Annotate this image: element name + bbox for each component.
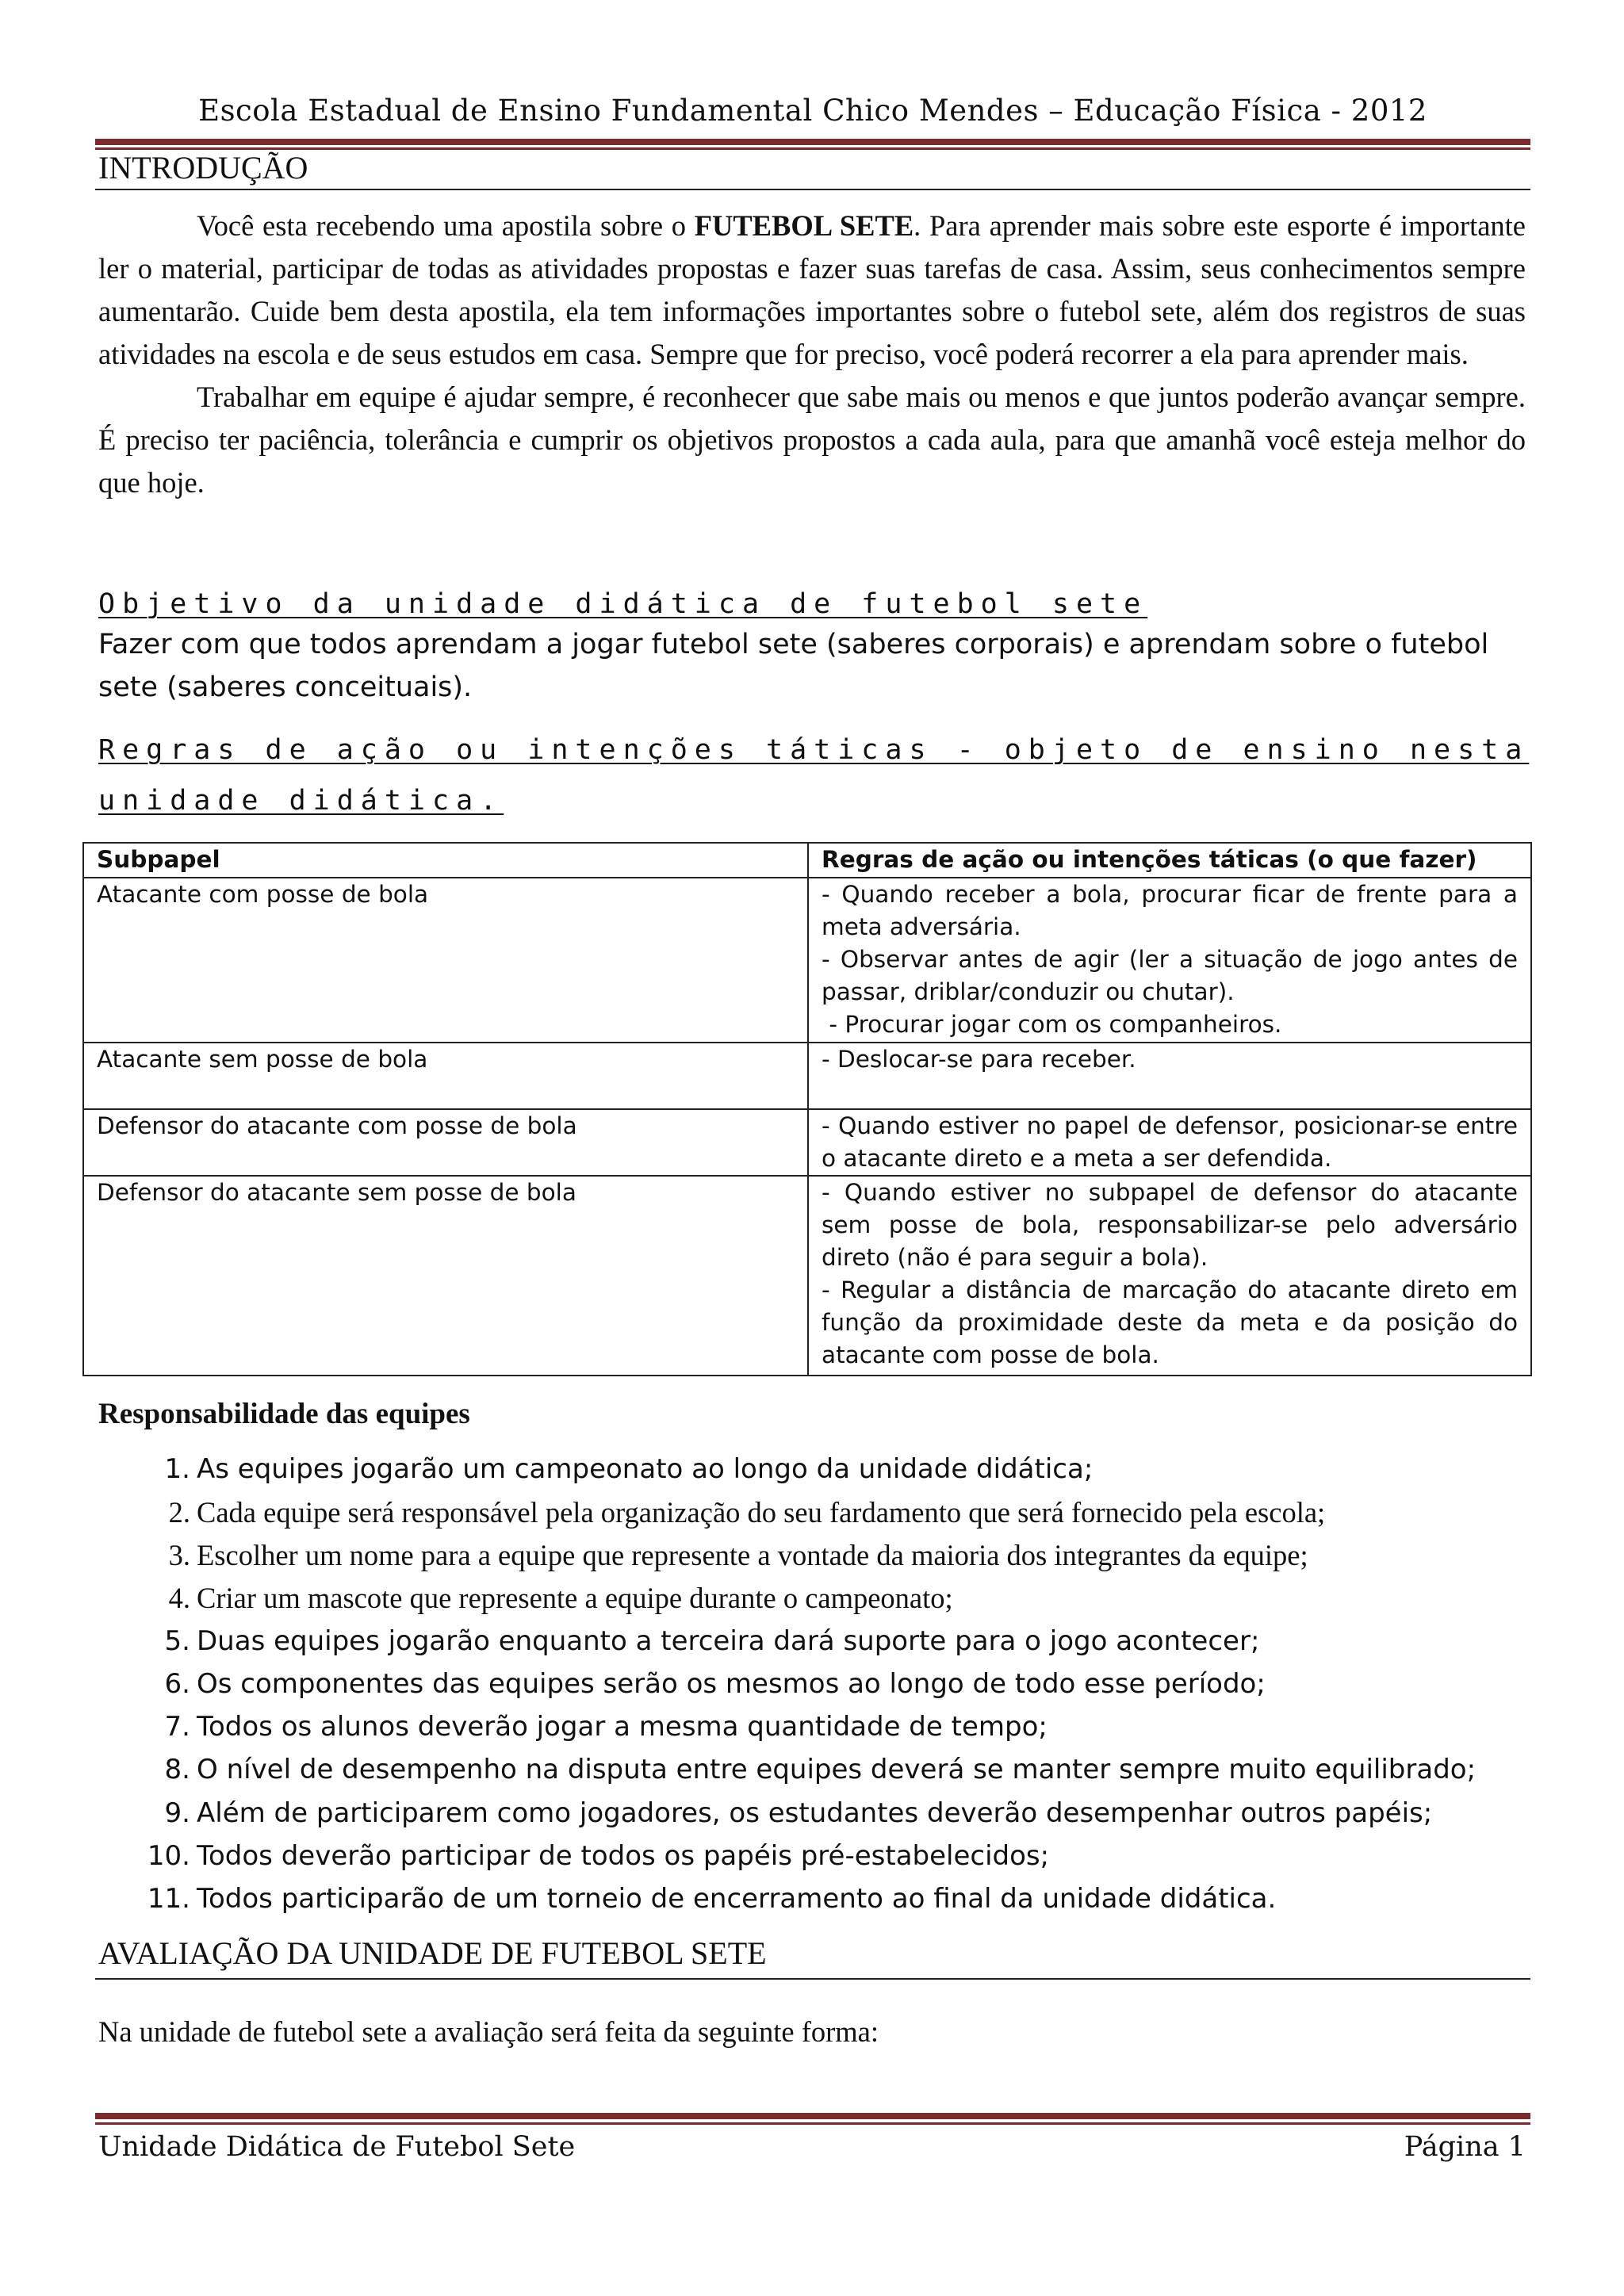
table-cell-role: Atacante com posse de bola <box>83 878 808 1043</box>
table-cell-role: Defensor do atacante sem posse de bola <box>83 1176 808 1376</box>
list-item-text: Cada equipe será responsável pela organização do seu fardamento que será fornecido pela escola; <box>197 1495 1326 1529</box>
footer-rule-thick <box>95 2113 1530 2119</box>
list-item-text: As equipes jogarão um campeonato ao longo da unidade didática; <box>197 1453 1094 1486</box>
list-item-text: Os componentes das equipes serão os mesmos ao longo de todo esse período; <box>197 1668 1266 1701</box>
intro-p1-bold: FUTEBOL SETE <box>694 209 914 242</box>
list-item-text: Todos deverão participar de todos os papéis pré-estabelecidos; <box>197 1839 1050 1872</box>
list-item-text: Todos participarão de um torneio de encerramento ao final da unidade didática. <box>197 1882 1277 1915</box>
list-item-number: 4. <box>168 1582 190 1615</box>
list-item <box>98 1490 1526 1533</box>
list-item <box>98 1620 1526 1663</box>
rule-line: - Observar antes de agir (ler a situação de jogo antes de passar, driblar/conduzir ou chutar). <box>822 946 1518 1005</box>
footer-rule-thin <box>95 2122 1530 2125</box>
list-item-text: Todos os alunos deverão jogar a mesma quantidade de tempo; <box>197 1711 1048 1743</box>
table-row <box>83 878 1531 1043</box>
list-item-number: 11. <box>147 1882 190 1915</box>
intro-heading: INTRODUÇÃO <box>98 150 308 186</box>
objective-heading: Objetivo da unidade didática de futebol sete <box>98 588 1148 620</box>
table-row <box>83 1043 1531 1109</box>
list-item-number: 6. <box>164 1668 190 1701</box>
responsibility-heading: Responsabilidade das equipes <box>98 1398 470 1430</box>
intro-p1-start: Você esta recebendo uma apostila sobre o <box>197 209 695 242</box>
table-cell-rules <box>808 878 1531 1043</box>
table-header-regras: Regras de ação ou intenções táticas (o que fazer) <box>808 843 1531 878</box>
list-item-number: 2. <box>168 1495 190 1529</box>
evaluation-text: Na unidade de futebol sete a avaliação será feita da seguinte forma: <box>98 2015 879 2048</box>
page-number: Página 1 <box>1404 2131 1526 2163</box>
intro-paragraph-2: Trabalhar em equipe é ajudar sempre, é reconhecer que sabe mais ou menos e que juntos poderão avançar sempre. É preciso ter paciência, tolerância e cumprir os objetivos propostos a cada aula, para que amanhã você esteja melhor do que hoje. <box>98 381 1526 499</box>
table-row <box>83 1109 1531 1176</box>
rule-line: - Quando estiver no papel de defensor, posicionar-se entre o atacante direto e a meta a ser defendida. <box>822 1112 1518 1172</box>
rule-line: - Deslocar-se para receber. <box>822 1046 1136 1073</box>
list-item <box>98 1792 1526 1835</box>
header-rule-thick <box>95 139 1530 145</box>
table-header-subpapel: Subpapel <box>83 843 808 878</box>
page-header-title: Escola Estadual de Ensino Fundamental Chico Mendes – Educação Física - 2012 <box>198 94 1427 128</box>
evaluation-heading: AVALIAÇÃO DA UNIDADE DE FUTEBOL SETE <box>98 1935 767 1971</box>
evaluation-heading-rule <box>95 1978 1530 1980</box>
list-item-text: Criar um mascote que represente a equipe durante o campeonato; <box>197 1582 953 1615</box>
list-item-number: 5. <box>164 1624 190 1657</box>
table-cell-role: Defensor do atacante com posse de bola <box>83 1109 808 1176</box>
rule-line: - Quando estiver no subpapel de defensor do atacante sem posse de bola, responsabilizar-se pelo adversário direto (não é para seguir a bola). <box>822 1179 1518 1271</box>
list-item-number: 9. <box>164 1797 190 1829</box>
list-item <box>98 1748 1526 1791</box>
rules-heading <box>98 725 1529 826</box>
list-item <box>98 1877 1526 1920</box>
intro-paragraph-1 <box>98 205 1526 376</box>
table-cell-role: Atacante sem posse de bola <box>83 1043 808 1109</box>
intro-text <box>98 205 1526 504</box>
table-cell-rules <box>808 1109 1531 1176</box>
list-item <box>98 1577 1526 1620</box>
rules-heading-line-1: Regras de ação ou intenções táticas - objeto de ensino nesta <box>98 734 1530 766</box>
table-cell-rules <box>808 1043 1531 1109</box>
list-item-text: O nível de desempenho na disputa entre equipes deverá se manter sempre muito equilibrado; <box>197 1754 1477 1786</box>
list-item-text: Duas equipes jogarão enquanto a terceira dará suporte para o jogo acontecer; <box>197 1624 1260 1657</box>
list-item-number: 3. <box>168 1538 190 1571</box>
list-item <box>98 1835 1526 1877</box>
intro-heading-rule <box>95 189 1530 190</box>
rule-line: - Regular a distância de marcação do atacante direto em função da proximidade deste da meta e da posição do atacante com posse de bola. <box>822 1276 1518 1368</box>
list-item <box>98 1533 1526 1576</box>
list-item-number: 10. <box>147 1839 190 1872</box>
tactical-rules-table <box>82 842 1532 1376</box>
rules-heading-line-2: unidade didática. <box>98 785 504 817</box>
rule-line: - Procurar jogar com os companheiros. <box>822 1011 1282 1038</box>
list-item <box>98 1448 1526 1490</box>
responsibility-list <box>98 1448 1526 1920</box>
table-header-row <box>83 843 1531 878</box>
table-row <box>83 1176 1531 1376</box>
rule-line: - Quando receber a bola, procurar ficar de frente para a meta adversária. <box>822 881 1518 940</box>
list-item <box>98 1663 1526 1705</box>
table-cell-rules <box>808 1176 1531 1376</box>
header-rule-thin <box>95 147 1530 150</box>
list-item-text: Além de participarem como jogadores, os estudantes deverão desempenhar outros papéis; <box>197 1797 1433 1829</box>
intro-p1-end: . Para aprender mais sobre este esporte é importante ler o material, participar de todas as atividades propostas e fazer suas tarefas de casa. Assim, seus conhecimentos sempre aumentarão. Cuide bem desta apostila, ela tem informações importantes sobre o futebol sete, além dos registros de suas atividades na escola e de seus estudos em casa. Sempre que for preciso, você poderá recorrer a ela para aprender mais. <box>98 209 1526 370</box>
list-item-text: Escolher um nome para a equipe que represente a vontade da maioria dos integrantes da equipe; <box>197 1538 1308 1571</box>
list-item <box>98 1705 1526 1748</box>
footer-title: Unidade Didática de Futebol Sete <box>98 2131 576 2163</box>
list-item-number: 8. <box>164 1754 190 1786</box>
objective-text: Fazer com que todos aprendam a jogar futebol sete (saberes corporais) e aprendam sobre o futebol sete (saberes conceituais). <box>98 629 1489 703</box>
list-item-number: 1. <box>164 1453 190 1486</box>
list-item-number: 7. <box>164 1711 190 1743</box>
